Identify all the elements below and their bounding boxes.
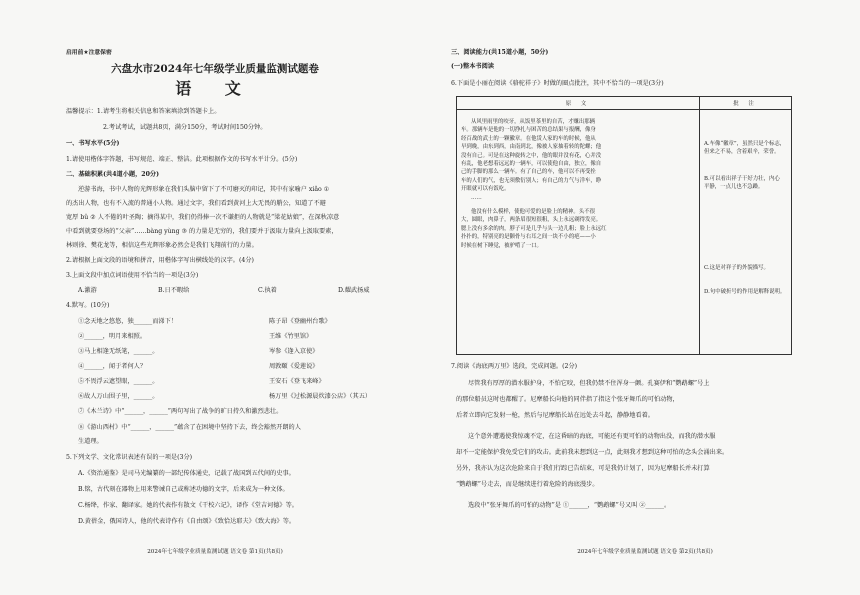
section-2-title: 二、基础积累(共4道小题，20分) [66,171,160,178]
section-1-title: 一、书写水平(5分) [66,140,120,147]
exam-title: 六盘水市2024年七年级学业质量监测试题卷 [111,63,319,75]
passage-7-line: 这个意外遭遇使我惊魂不定，在这昏暗的海底，可能还有更可怕的动物出没，而我的潜水服 [468,433,716,440]
instruction-1: 温馨提示：1.请考生将相关信息和答案填涂到答题卡上。 [66,108,221,115]
instruction-2: 2.考试考试，试题共8页，满分150分，考试时间150分钟。 [103,124,267,131]
question-7: 7.阅读《海底两万里》选段，完成问题。(2分) [451,363,578,370]
note-c: C.这是对祥子的外貌描写。 [704,264,769,271]
note-cell [700,110,792,355]
q3-option-d: D.耀武扬威 [338,287,370,294]
poem-line-8: ⑧《游山西村》中“______，______”蕴含了在困境中坚持下去，终会豁然开朗的人 [78,424,301,431]
passage-line: 的杰出人物，也有不入流的普通小人物。通过文字，我们看到黄河上大无畏的艄公，知道了不避 [66,200,326,207]
passage-line: 林则徐、樊花龙等，相信这些光辉形象必然会是我们飞翔前行的力量。 [66,242,258,249]
question-7-fill: 选段中“张牙舞爪的可怕的动物”是 ①______，“鹦鹉螺”号又叫 ②______。 [468,502,671,509]
passage-line: 逆游书海，书中人物的光辉形象在我们头脑中留下了不可磨灭的印记，其中有家喻户 xiǎo ① [78,186,330,193]
source-line: 己的手脚的那么一辆车。有了自己的车，他可以不再受拴 [461,169,596,176]
q3-option-c: C.执着 [258,287,277,294]
poem-line: ③马上相逢无纸笔，______。 [78,348,159,355]
source-line: 他没有什么模样，使他可爱的是脸上的精神。头不很 [471,209,595,216]
source-line: 大，圆眼，肉鼻子，两条眉很短很粗，头上永远剃得发亮。 [461,217,602,224]
question-6: 6.下面是小丽在阅读《骆驼祥子》时做的圈点批注，其中不恰当的一项是(3分) [451,80,664,87]
passage-7-line: 尽管我有厚厚的潜水服护身，不怕它咬，但我仍禁不住浑身一颤。孔赛伊和“鹦鹉螺”号上 [468,380,710,387]
poem-source: 杨万里《过松源晨炊漆公店》（其五） [269,393,372,400]
source-line: 时候在树下睡觉，被驴啃了一口。 [461,242,542,249]
source-text-cell [457,110,700,355]
q3-option-b: B.日不暇给 [158,287,190,294]
source-line: 扑扑的，特别亮的是颧骨与右耳之间一块不小的疤——小 [461,234,596,241]
confidential-label: 启用前★注意保密 [66,50,112,56]
poem-line: ①念天地之悠悠，独______而涕下！ [78,318,177,325]
poem-source: 周敦颐《爱莲说》 [269,363,319,370]
note-a: A.车像“徽章”，虽然只是个标志， [704,141,786,147]
poem-line: ②______，明月来相照。 [78,333,147,340]
question-4: 4.默写。(10分) [66,302,110,309]
q5-option-c: C.杨绛，作家、翻译家。她的代表作有散文《干校六记》，译作《堂吉诃德》等。 [78,502,298,509]
passage-line: 中看到就要登场的“父亲”……bàng yùng ③ 的力量是无穷的，我们要并于汲取力量向上汲取要素， [66,228,338,235]
source-line: 没有自己。可是在这种旋转之中，他的眼并没有花，心并没 [461,152,602,159]
subsection-title: (一)整本书阅读 [451,63,494,70]
passage-7-line: “鹦鹉螺”号走去，而是继续进行着危险的海底漫步。 [456,481,599,488]
source-line: 经百战的武士的一颗徽章。在他赁人家的车的时候，他从 [461,135,596,142]
poem-line: ④______，闻于者何人？ [78,363,147,370]
poem-source: 陈子昂《登幽州台歌》 [269,318,331,325]
subject-title: 语 文 [175,79,255,98]
left-page-footer: 2024年七年级学业质量监测试题 语文卷 第1页(共8页) [147,549,283,555]
ellipsis: …… [471,194,482,201]
section-3-title: 三、阅读能力(共15道小题，50分) [451,49,549,56]
note-a-cont: 但来之不易，含着艰辛，荣誉。 [704,149,780,156]
poem-source: 岑参《逢入京使》 [269,348,319,355]
q5-option-b: B.铭，古代刻在器物上用来警诫自己或称述功德的文字，后来成为一种文体。 [78,486,289,493]
poem-line: ⑥故人万山围子里，______。 [78,393,159,400]
poem-source: 王维《竹里馆》 [269,333,313,340]
question-1: 1.请使用楷体字答题，书写规范、端正、整洁。此项根据作文的书写水平计分。(5分) [66,156,298,163]
source-line: 有乱，他老想着远远的一辆车，可以使他自由，独立，像自 [461,161,602,168]
q3-option-a: A.激游 [78,287,97,294]
note-b-cont: 平静，一点儿也不急躁。 [704,184,764,191]
note-b: B.可以看出祥子干好力壮，内心 [704,175,780,182]
passage-7-line: 后者立即向它发射一枪，然后与尼摩船长站在远处去斗起，静静地看着。 [456,412,654,419]
passage-7-line: 的那位船员这时也都醒了。尼摩船长向他的同伴指了指这个张牙舞爪的可怕动物， [456,396,679,403]
poem-line-8-cont: 生道理。 [78,438,103,445]
note-d: D.句中破折号的作用是解释说明。 [704,289,786,296]
header-note: 批 注 [700,97,792,110]
source-line: 开眼就可以有饭吃。 [461,186,510,193]
annotation-table [456,96,792,355]
q5-option-a: A.《资治通鉴》是司马光编纂的一部纪传体通史，记载了战国到五代间的史事。 [78,470,295,477]
question-3: 3.上面文段中加点词语使用不恰当的一项是(3分) [66,272,199,279]
passage-7-line: 却不一定能保护我免受它们的攻击。此前我未想到这一点，此刻我才想到这种可怕的念头会涌出来。 [456,449,729,456]
question-2: 2.请根据上面文段的语境和拼音，用楷体字写出横线处的汉字。(4分) [66,257,254,264]
q5-option-d: D.黄蓓金，俄国诗人，他的代表诗作有《自由颂》《致恰达耶夫》《致大海》等。 [78,518,296,525]
poem-line: ⑤不畏浮云遮望眼，______。 [78,378,159,385]
poem-line-7: ⑦《木兰诗》中“______，______”两句写出了战争的旷日持久和激烈悲壮。 [78,408,283,415]
passage-line: 宽厚 bǔ ② 人不倦的叶圣陶；摘得某中，我们仍得捧一次不谦拒的人物就是“梁花姑娘”，在深秋凉意 [66,214,340,221]
right-page-footer: 2024年七年级学业质量监测试题 语文卷 第2页(共8页) [577,549,713,555]
source-line: 腮上没有多余的肉，脖子可是几乎与头一边儿粗；脸上永远红 [461,225,607,232]
header-source: 原 文 [457,97,700,110]
passage-7-line: 另外，我亦认为这次危险来自于我们行踪已告结束，可是我仍计划了，因为尼摩船长并未打算 [456,465,710,472]
source-line: 早到晚，由东到西，由南到北，像被人家抽着转的陀螺；他 [461,144,602,151]
source-line: 车。那辆车是他的一切挣扎与困苦的总结果与报酬，像身 [461,127,596,134]
source-line: 车的人们的气，也无须敷衍别人；有自己的力气与洋车，睁 [461,177,602,184]
question-5: 5.下列文学、文化常识表述有误的一项是(3分) [66,454,193,461]
source-line: 从风里雨里的咬牙，从饭里茶里的自苦，才赚出那辆 [471,119,595,125]
poem-source: 王安石《登飞来峰》 [269,378,325,385]
